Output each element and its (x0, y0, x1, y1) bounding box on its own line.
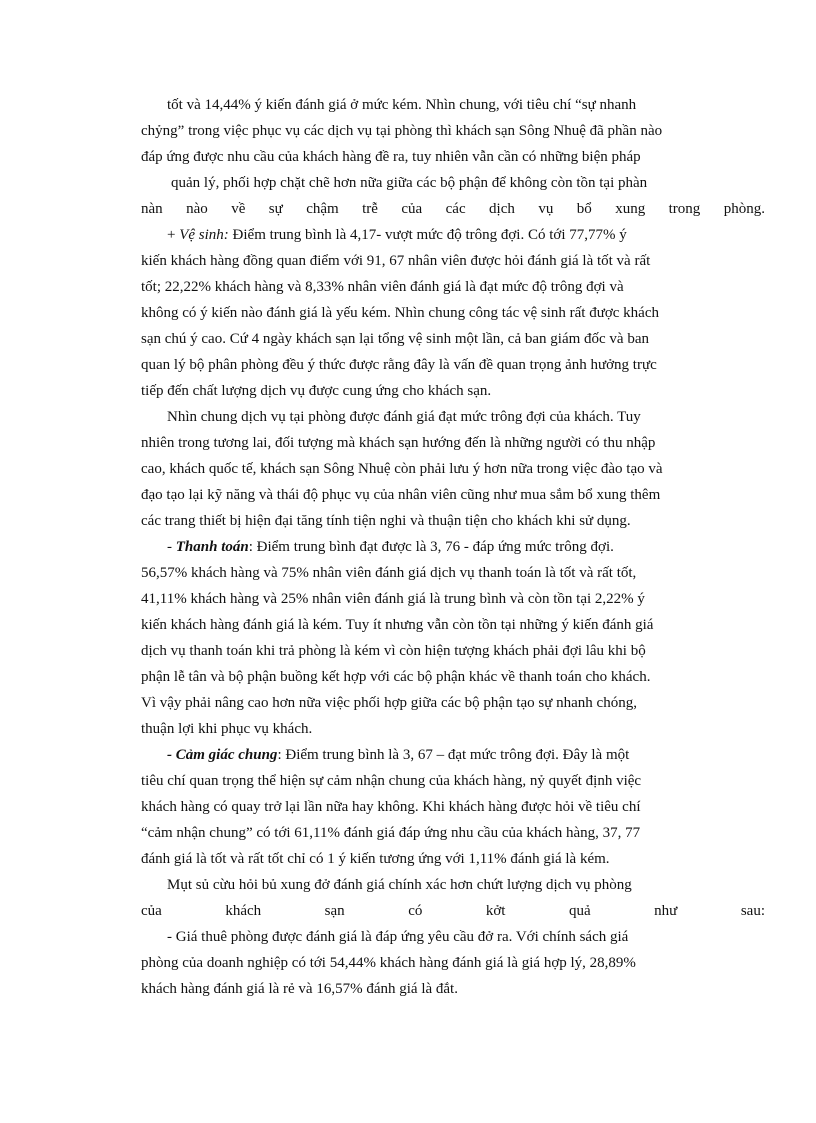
text-line (141, 222, 765, 248)
text-line: đạo tạo lại kỹ năng và thái độ phục vụ của nhân viên cũng như mua sắm bổ xung thêm (141, 487, 661, 503)
text-run: : Điểm trung bình là 3, 67 – đạt mức trông đợi. Đây là một (277, 747, 630, 763)
text-line: tốt và 14,44% ý kiến đánh giá ở mức kém. Nhìn chung, với tiêu chí “sự nhanh (167, 97, 637, 113)
text-run: Điểm trung bình là 4,17- vượt mức độ trông đợi. Có tới 77,77% ý (228, 227, 627, 243)
text-line: của khách sạn có kởt quả như sau: (141, 903, 765, 919)
text-line: quan lý bộ phân phòng đều ý thức được rằng đây là vấn đề quan trọng ảnh hưởng trực (141, 357, 657, 373)
text-line: tốt; 22,22% khách hàng và 8,33% nhân viên đánh giá là đạt mức độ trông đợi và (141, 279, 624, 295)
text-line: phận lễ tân và bộ phận buồng kết hợp với các bộ phận khác về thanh toán cho khách. (141, 669, 651, 685)
text-line: sạn chú ý cao. Cứ 4 ngày khách sạn lại tổng vệ sinh một lần, cả ban giám đốc và ban (141, 331, 649, 347)
body-text (141, 92, 765, 1002)
text-line: đánh giá là tốt và rất tốt chỉ có 1 ý kiến tương ứng với 1,11% đánh giá là kém. (141, 851, 610, 867)
paragraph-room-summary (141, 404, 765, 534)
text-line (141, 534, 765, 560)
text-line: khách hàng có quay trở lại lần nữa hay không. Khi khách hàng được hỏi về tiêu chí (141, 799, 641, 815)
paragraph-room-price (141, 924, 765, 1002)
text-line: “cảm nhận chung” có tới 61,11% đánh giá đáp ứng nhu cầu của khách hàng, 37, 77 (141, 825, 641, 841)
text-line: phòng của doanh nghiệp có tới 54,44% khách hàng đánh giá là giá hợp lý, 28,89% (141, 955, 636, 971)
text-run: : Điểm trung bình đạt được là 3, 76 - đáp ứng mức trông đợi. (248, 539, 614, 555)
text-line: đáp ứng được nhu cầu của khách hàng đề ra, tuy nhiên vẫn cần có những biện pháp (141, 149, 641, 165)
text-line: khách hàng đánh giá là rẻ và 16,57% đánh giá là đắt. (141, 981, 458, 997)
text-line: nhiên trong tương lai, đối tượng mà khách sạn hướng đến là những người có thu nhập (141, 435, 656, 451)
text-line: tiêu chí quan trọng thể hiện sự cảm nhận chung của khách hàng, nỷ quyết định việc (141, 773, 642, 789)
text-line: cao, khách quốc tế, khách sạn Sông Nhuệ còn phải lưu ý hơn nữa trong việc đào tạo và (141, 461, 663, 477)
paragraph-overall-feeling (141, 742, 765, 872)
text-line: nàn nào về sự chậm trễ của các dịch vụ bổ xung trong phòng. (141, 201, 765, 217)
section-label-hygiene: Vệ sinh: (179, 227, 229, 243)
bullet-marker: + (167, 227, 180, 243)
text-line: các trang thiết bị hiện đại tăng tính tiện nghi và thuận tiện cho khách khi sử dụng. (141, 513, 631, 529)
paragraph-hygiene (141, 222, 765, 404)
paragraph-room-speed (141, 92, 765, 222)
text-line: 56,57% khách hàng và 75% nhân viên đánh giá dịch vụ thanh toán là tốt và rất tốt, (141, 565, 637, 581)
text-line: Nhìn chung dịch vụ tại phòng được đánh giá đạt mức trông đợi của khách. Tuy (167, 409, 641, 425)
text-line: không có ý kiến nào đánh giá là yếu kém. Nhìn chung công tác vệ sinh rất được khách (141, 305, 659, 321)
bullet-marker: - (167, 539, 176, 555)
text-line: - Giá thuê phòng được đánh giá là đáp ứng yêu cầu đở ra. Với chính sách giá (167, 929, 629, 945)
text-line: tiếp đến chất lượng dịch vụ được cung ứng cho khách sạn. (141, 383, 492, 399)
text-line: quản lý, phối hợp chặt chẽ hơn nữa giữa các bộ phận để không còn tồn tại phàn (171, 175, 648, 191)
paragraph-extra-questions (141, 872, 765, 924)
text-line: kiến khách hàng đánh giá là kém. Tuy ít nhưng vẫn còn tồn tại những ý kiến đánh giá (141, 617, 654, 633)
text-line (141, 742, 765, 768)
text-line: chỷng” trong việc phục vụ các dịch vụ tại phòng thì khách sạn Sông Nhuệ đã phần nào (141, 123, 663, 139)
paragraph-payment (141, 534, 765, 742)
section-label-payment: Thanh toán (175, 539, 249, 555)
text-line: dịch vụ thanh toán khi trả phòng là kém vì còn hiện tượng khách phải đợi lâu khi bộ (141, 643, 646, 659)
section-label-overall-feeling: - Cảm giác chung (167, 747, 278, 763)
text-line: Mụt sủ cừu hỏi bủ xung đở đánh giá chính xác hơn chứt lượng dịch vụ phòng (167, 877, 632, 893)
text-line: 41,11% khách hàng và 25% nhân viên đánh giá là trung bình và còn tồn tại 2,22% ý (141, 591, 645, 607)
text-line: kiến khách hàng đồng quan điểm với 91, 67 nhân viên được hỏi đánh giá là tốt và rất (141, 253, 651, 269)
text-line: thuận lợi khi phục vụ khách. (141, 721, 313, 737)
text-line: Vì vậy phải nâng cao hơn nữa việc phối hợp giữa các bộ phận tạo sự nhanh chóng, (141, 695, 637, 711)
